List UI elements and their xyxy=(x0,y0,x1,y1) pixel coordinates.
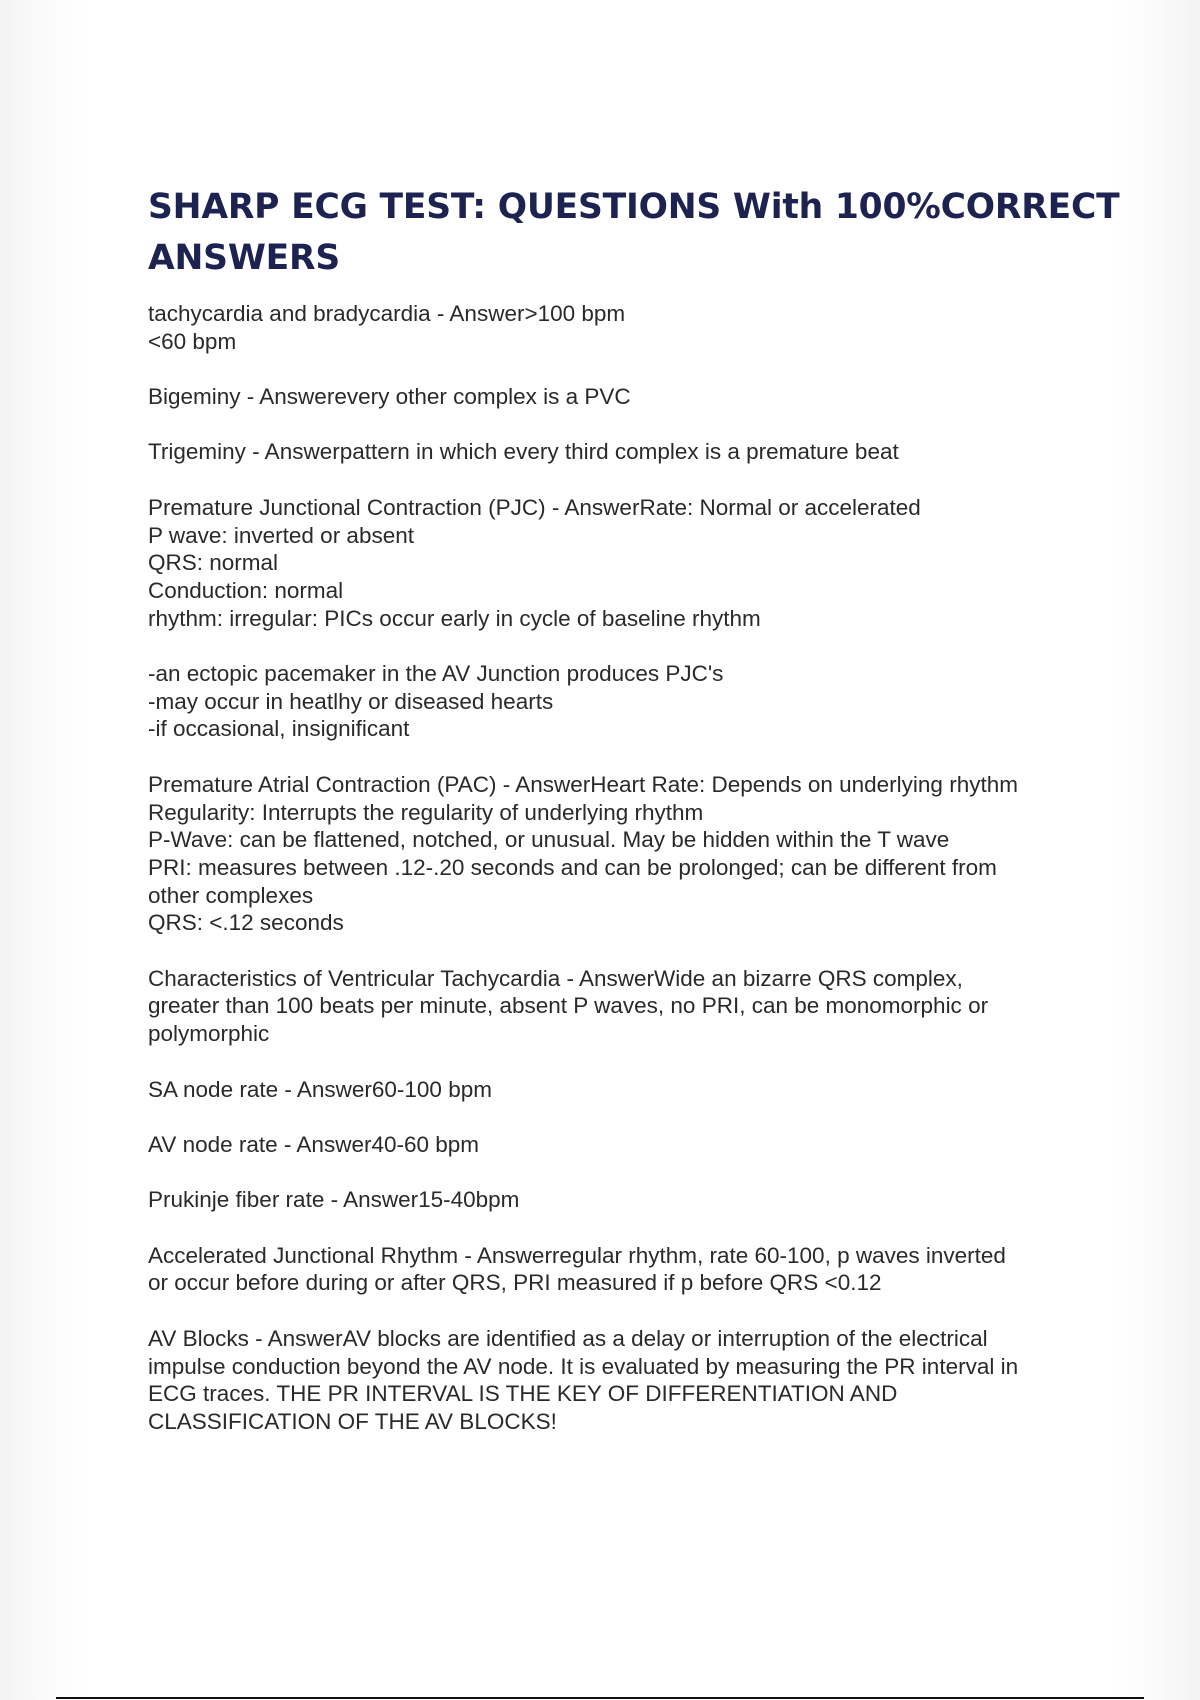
qa-text-line: CLASSIFICATION OF THE AV BLOCKS! xyxy=(148,1408,557,1434)
qa-text-line: SA node rate - Answer60-100 bpm xyxy=(148,1076,492,1102)
qa-item xyxy=(148,1325,1108,1436)
qa-item xyxy=(148,1242,1108,1297)
qa-item xyxy=(148,1186,1108,1214)
qa-text-line: impulse conduction beyond the AV node. It is evaluated by measuring the PR interval in xyxy=(148,1353,1019,1379)
qa-text-line: AV Blocks - AnswerAV blocks are identified as a delay or interruption of the electrical xyxy=(148,1325,988,1351)
qa-text-line: Regularity: Interrupts the regularity of underlying rhythm xyxy=(148,799,704,825)
qa-text-line: P-Wave: can be flattened, notched, or unusual. May be hidden within the T wave xyxy=(148,827,950,853)
qa-text-line: Premature Junctional Contraction (PJC) - AnswerRate: Normal or accelerated xyxy=(148,494,921,520)
qa-text-line: greater than 100 beats per minute, absent P waves, no PRI, can be monomorphic or xyxy=(148,993,989,1019)
qa-text-line: polymorphic xyxy=(148,1021,270,1047)
qa-item xyxy=(148,1076,1108,1104)
qa-text-line: Premature Atrial Contraction (PAC) - AnswerHeart Rate: Depends on underlying rhythm xyxy=(148,771,1018,797)
qa-text-line: -may occur in heatlhy or diseased hearts xyxy=(148,688,554,714)
title-line: ANSWERS xyxy=(148,238,341,278)
document-title xyxy=(148,182,1120,284)
document-content xyxy=(148,182,1120,1463)
qa-item xyxy=(148,438,1108,466)
qa-text-line: ECG traces. THE PR INTERVAL IS THE KEY OF DIFFERENTIATION AND xyxy=(148,1381,898,1407)
qa-text-line: Bigeminy - Answerevery other complex is a PVC xyxy=(148,384,631,410)
qa-item xyxy=(148,383,1108,411)
qa-item xyxy=(148,965,1108,1048)
qa-text-line: or occur before during or after QRS, PRI measured if p before QRS <0.12 xyxy=(148,1270,882,1296)
qa-list xyxy=(148,300,1108,1436)
qa-text-line: P wave: inverted or absent xyxy=(148,522,414,548)
qa-text-line: QRS: <.12 seconds xyxy=(148,910,344,936)
footer-divider xyxy=(56,1697,1144,1699)
qa-text-line: Conduction: normal xyxy=(148,577,344,603)
qa-text-line: Trigeminy - Answerpattern in which every third complex is a premature beat xyxy=(148,439,899,465)
qa-text-line: -if occasional, insignificant xyxy=(148,716,410,742)
qa-item xyxy=(148,494,1108,633)
qa-text-line: rhythm: irregular: PICs occur early in cycle of baseline rhythm xyxy=(148,605,761,631)
qa-text-line: other complexes xyxy=(148,882,314,908)
qa-item xyxy=(148,1131,1108,1159)
qa-text-line: -an ectopic pacemaker in the AV Junction produces PJC's xyxy=(148,661,724,687)
qa-item xyxy=(148,300,1108,355)
qa-item xyxy=(148,771,1108,937)
title-line: SHARP ECG TEST: QUESTIONS With 100%CORRECT xyxy=(148,187,1120,227)
qa-text-line: tachycardia and bradycardia - Answer>100 bpm xyxy=(148,301,626,326)
qa-text-line: PRI: measures between .12-.20 seconds and can be prolonged; can be different from xyxy=(148,854,997,880)
qa-text-line: <60 bpm xyxy=(148,328,237,354)
qa-text-line: QRS: normal xyxy=(148,550,279,576)
qa-text-line: Accelerated Junctional Rhythm - Answerregular rhythm, rate 60-100, p waves inverted xyxy=(148,1242,1006,1268)
qa-text-line: Characteristics of Ventricular Tachycardia - AnswerWide an bizarre QRS complex, xyxy=(148,965,963,991)
qa-text-line: Prukinje fiber rate - Answer15-40bpm xyxy=(148,1187,520,1213)
qa-item xyxy=(148,660,1108,743)
qa-text-line: AV node rate - Answer40-60 bpm xyxy=(148,1131,480,1157)
